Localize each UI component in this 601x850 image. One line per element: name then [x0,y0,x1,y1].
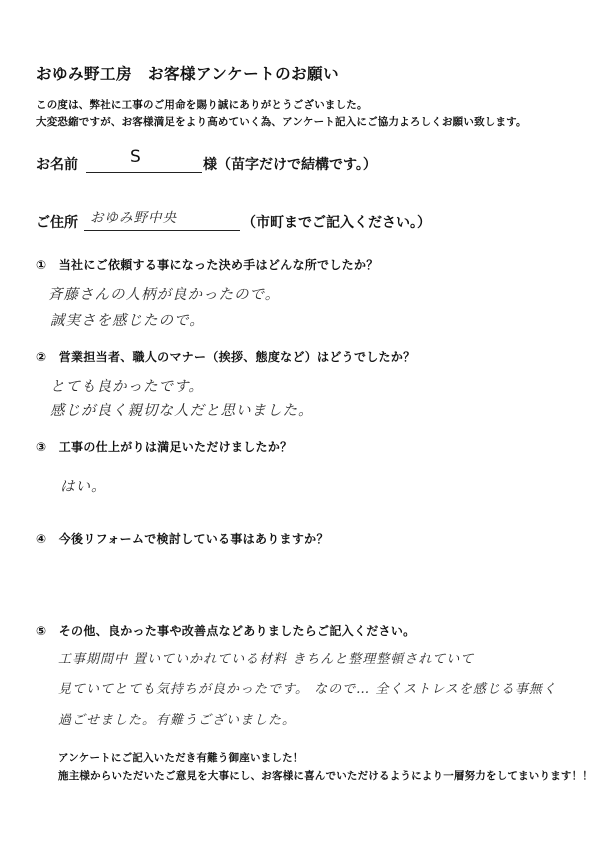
answer-1-line-2: 誠実さを感じたので。 [50,313,205,329]
form-title: おゆみ野工房 お客様アンケートのお願い [36,65,340,83]
answer-1-line-1: 斉藤さんの人柄が良かったので。 [48,287,281,303]
intro-line-2: 大変恐縮ですが、お客様満足をより高めていく為、アンケート記入にご協力よろしくお願い致します。 [36,116,527,128]
answer-2-line-2: 感じが良く親切な人だと思いました。 [50,403,314,419]
question-2: ② 営業担当者、職人のマナー（挨拶、態度など）はどうでしたか？ [36,350,416,364]
name-value: S [130,147,141,167]
address-underline [84,230,240,231]
footer-line-1: アンケートにご記入いただき有難う御座いました！ [58,752,304,764]
name-suffix: 様（苗字だけで結構です。） [203,157,377,173]
answer-5-line-3: 過ごせました。有難うございました。 [58,713,297,728]
question-5: ⑤ その他、良かった事や改善点などありましたらご記入ください。 [36,624,416,638]
intro-line-1: この度は、弊社に工事のご用命を賜り誠にありがとうございました。 [36,99,368,111]
question-1: ① 当社にご依頼する事になった決め手はどんな所でしたか？ [36,258,379,272]
address-label: ご住所 [36,215,78,231]
answer-5-line-1: 工事期間中 置いていかれている材料 きちんと整理整頓されていて [58,652,475,667]
address-value: おゆみ野中央 [90,210,177,226]
footer-line-2: 施主様からいただいたご意見を大事にし、お客様に喜んでいただけるようにより一層努力をしてまいります！！ [58,770,593,782]
name-underline [86,172,202,173]
question-3: ③ 工事の仕上がりは満足いただけましたか？ [36,440,293,454]
question-4: ④ 今後リフォームで検討している事はありますか？ [36,532,329,546]
address-suffix: （市町までご記入ください。） [242,215,431,231]
answer-2-line-1: とても良かったです。 [50,379,204,395]
name-label: お名前 [36,157,78,173]
answer-5-line-2: 見ていてとても気持ちが良かったです。 なので… 全くストレスを感じる事無く [58,682,557,697]
answer-3-line-1: はい。 [60,479,107,495]
